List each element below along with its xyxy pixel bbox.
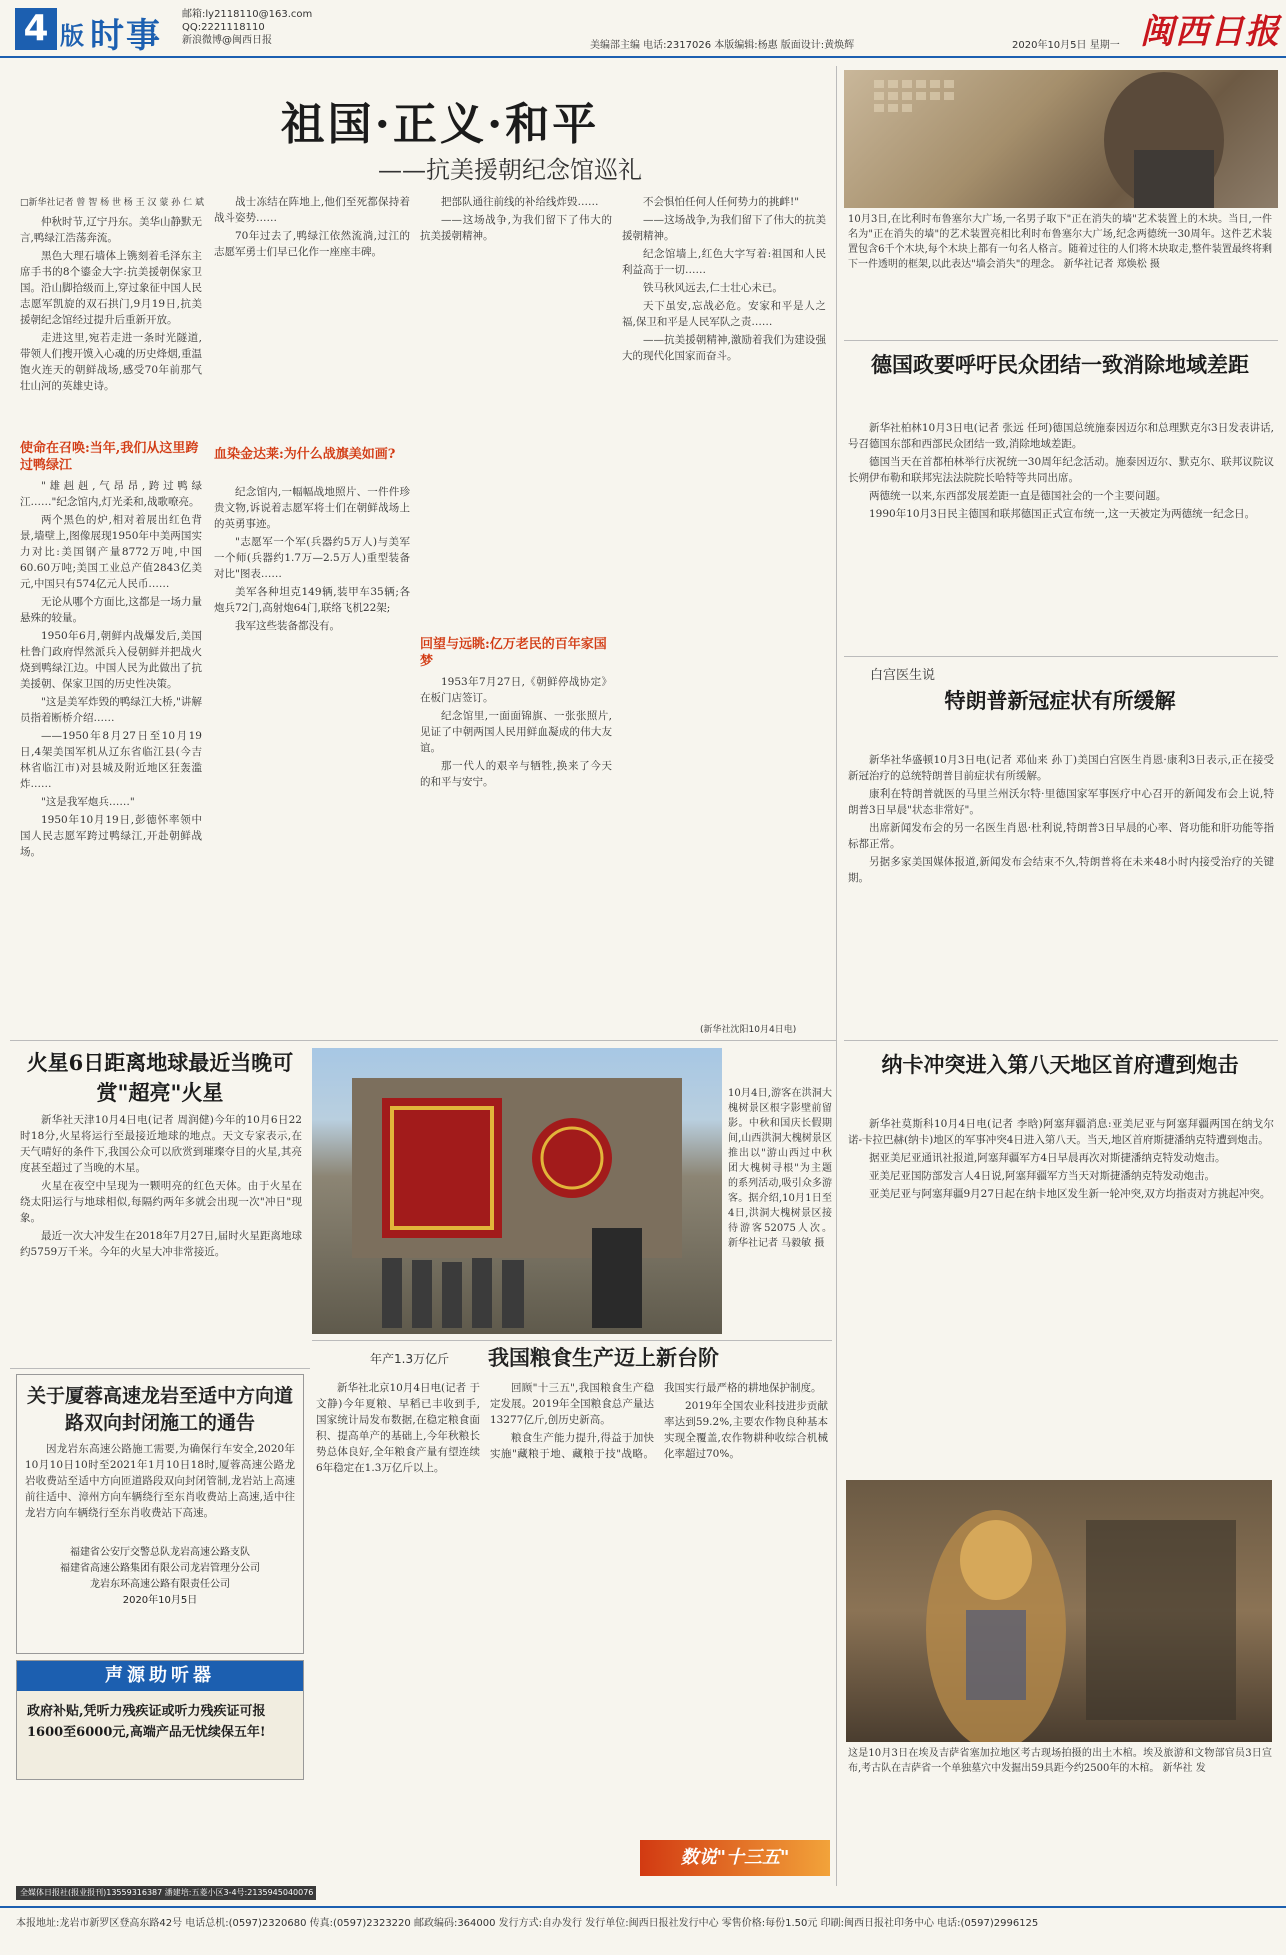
hearing-aid-title: 声源助听器 bbox=[17, 1661, 303, 1691]
main-column-2: 战士冻结在阵地上,他们至死都保持着战斗姿势…… 70年过去了,鸭绿江依然流淌,过江的志愿军勇士们早已化作一座座丰碑。 bbox=[214, 196, 410, 258]
section-title: 时事 bbox=[90, 16, 162, 56]
mars-article: 新华社天津10月4日电(记者 周润健)今年的10月6日22时18分,火星将运行至最接近地球的地点。天文专家表示,在天气晴好的条件下,我国公众可以欣赏到璀璨夺目的火星,其亮度甚至超过了当晚的木星。 火星在夜空中呈现为一颗明亮的红色天体。由于火星在绕太阳运行与地球相似,每隔约两年多就会出现一次"冲日"现象。 最近一次大冲发生在2018年7月27日,届时火星距离地球约5759万千米。今年的火星大冲非常接近。 bbox=[20, 1114, 302, 1258]
masthead-logo: 闽西日报 bbox=[1140, 12, 1280, 52]
contact-email: 邮箱:ly2118110@163.com bbox=[182, 9, 313, 20]
main-column-1: 仲秋时节,辽宁丹东。美华山静默无言,鸭绿江浩荡奔流。 黑色大理石墙体上镌刻着毛泽东主席手书的8个鎏金大字:抗美援朝保家卫国。沿山脚拾级而上,穿过象征中国人民志愿军凯旋的双石拱门,9月19日,抗美援朝纪念馆经过提升后重新开放。 走进这里,宛若走进一条时光隧道,带领人们搜开馍入心魂的历史烽烟,重温饱火连天的朝鲜战场,感受70年前那气壮山河的英雄史诗。 bbox=[20, 216, 202, 392]
editors-line: 美编部主编 电话:2317026 本版编辑:杨惠 版面设计:黄焕辉 bbox=[590, 40, 855, 51]
main-column-1b: "雄赳赳,气昂昂,跨过鸭绿江……"纪念馆内,灯光柔和,战歌嘹亮。 两个黑色的炉,相对着展出红色背景,墙壁上,图像展现1950年中美两国实力对比:美国钢产量8772万吨,中国60.60万吨;美国工业总产值2843亿美元,中国只有574亿元人民币…… 无论从哪个方面比,这都是一场力量悬殊的较量。 1950年6月,朝鲜内战爆发后,美国杜鲁门政府悍然派兵入侵朝鲜并把战火烧到鸭绿江边。中国人民为此做出了抗美援朝、保家卫国的历史性决策。 "这是美军炸毁的鸭绿江大桥,"讲解员指着断桥介绍…… ——1950年8月27日至10月19日,4架美国军机从辽东省临江县(今吉林省临江市)对县城及附近地区狂轰滥炸…… "这是我军炮兵……" 1950年10月19日,彭德怀率领中国人民志愿军跨过鸭绿江,开赴朝鲜战场。 bbox=[20, 480, 202, 858]
page-header bbox=[0, 0, 1286, 58]
photo3-caption: 这是10月3日在埃及吉萨省塞加拉地区考古现场拍摄的出土木棺。埃及旅游和文物部官员3日宣布,考古队在吉萨省一个单独墓穴中发掘出59具距今约2500年的木棺。 新华社 发 bbox=[848, 1748, 1272, 1774]
contact-weibo: 新浪微博@闽西日报 bbox=[182, 35, 272, 46]
contact-info bbox=[182, 8, 312, 47]
health-kicker: 白宫医生说 bbox=[870, 668, 936, 683]
wall-blocks-graphic bbox=[844, 70, 1278, 208]
footer-info: 本报地址:龙岩市新罗区登高东路42号 电话总机:(0597)2320680 传真:(0597)2323220 邮政编码:364000 发行方式:自办发行 发行单位:闽西日报社发行中心 零售价格:每份1.50元 印刷:闽西日报社印务中心 电话:(0597)2996125 bbox=[16, 1918, 1039, 1929]
notice-signers: 福建省公安厅交警总队龙岩高速公路支队 福建省高速公路集团有限公司龙岩管理分公司 龙岩东环高速公路有限责任公司 2020年10月5日 bbox=[25, 1545, 295, 1609]
root-screen-graphic bbox=[312, 1048, 722, 1334]
photo-vanishing-wall bbox=[844, 70, 1278, 208]
section-heading-3: 回望与远眺:亿万老民的百年家国梦 bbox=[420, 637, 607, 669]
germany-headline: 德国政要呼吁民众团结一致消除地域差距 bbox=[871, 352, 1249, 377]
stats-badge: 数说"十三五" bbox=[640, 1840, 830, 1876]
section-heading-2: 血染金达莱:为什么战旗美如画? bbox=[214, 447, 396, 462]
main-column-2b: 纪念馆内,一幅幅战地照片、一件件珍贵文物,诉说着志愿军将士们在朝鲜战场上的英勇事迹。 "志愿军一个军(兵器约5万人)与美军一个师(兵器约1.7万—2.5万人)重型装备对比"图表…… 美军各种坦克149辆,装甲车35辆;各炮兵72门,高射炮64门,联络飞机22架; 我军这些装备都没有。 bbox=[214, 486, 410, 632]
footer-side-line: 全媒体日报社(报业报刊)13559316387 潘建培:五菱小区3-4号:2135945040076 bbox=[16, 1886, 316, 1900]
notice-date: 2020年10月5日 bbox=[122, 1595, 198, 1606]
photo-ancestral-root bbox=[312, 1048, 722, 1334]
road-notice-title: 关于厦蓉高速龙岩至适中方向道路双向封闭施工的通告 bbox=[26, 1385, 293, 1434]
grain-article: 新华社北京10月4日电(记者 于文静)今年夏粮、早稻已丰收到手,国家统计局发布数据,在稳定粮食面积、提高单产的基础上,今年秋粮长势总体良好,全年粮食产量有望连续6年稳定在1.3万亿斤以上。 回顾"十三五",我国粮食生产稳定发展。2019年全国粮食总产量达13277亿斤,创历史新高。 粮食生产能力提升,得益于加快实施"藏粮于地、藏粮于技"战略。我国实行最严格的耕地保护制度。 2019年全国农业科技进步贡献率达到59.2%,主要农作物良种基本实现全覆盖,农作物耕种收综合机械化率超过70%。 bbox=[316, 1382, 828, 1474]
photo2-caption: 10月4日,游客在洪洞大槐树景区根字影壁前留影。中秋和国庆长假期间,山西洪洞大槐树景区推出以"游山西过中秋团大槐树寻根"为主题的系列活动,吸引众多游客。据介绍,10月1日至4日,洪洞大槐树景区接待游客52075人次。 新华社记者 马毅敏 摄 bbox=[728, 1088, 832, 1249]
main-title: 祖国·正义·和平 bbox=[280, 99, 600, 150]
mars-headline: 火星6日距离地球最近当晚可赏"超亮"火星 bbox=[26, 1050, 294, 1105]
photo1-caption: 10月3日,在比利时布鲁塞尔大广场,一名男子取下"正在消失的墙"艺术装置上的木块。当日,一件名为"正在消失的墙"的艺术装置亮相比利时布鲁塞尔大广场,纪念两德统一30周年。这件艺术装置包含6千个木块,每个木块上都有一句名人格言。随着过往的人们将木块取走,整件装置最终将剩下一件透明的框架,以此表达"墙会消失"的理念。 新华社记者 郑焕松 摄 bbox=[848, 214, 1272, 270]
nagorno-karabakh-headline: 纳卡冲突进入第八天地区首府遭到炮击 bbox=[881, 1052, 1239, 1077]
nagorno-karabakh-article: 新华社莫斯科10月4日电(记者 李晗)阿塞拜疆消息:亚美尼亚与阿塞拜疆两国在纳戈尔诺-卡拉巴赫(纳卡)地区的军事冲突4日进入第八天。当天,地区首府斯捷潘纳克特遭到炮击。 据亚美尼亚通讯社报道,阿塞拜疆军方4日早晨再次对斯捷潘纳克特发动炮击。 亚美尼亚国防部发言人4日说,阿塞拜疆军方当天对斯捷潘纳克特发动炮击。 亚美尼亚与阿塞拜疆9月27日起在纳卡地区发生新一轮冲突,双方均指责对方挑起冲突。 bbox=[848, 1118, 1274, 1200]
page-number-box: 4 bbox=[15, 8, 57, 50]
coffin-graphic bbox=[846, 1480, 1272, 1742]
page-suffix: 版 bbox=[60, 22, 84, 50]
photo-coffin bbox=[846, 1480, 1272, 1742]
health-headline: 特朗普新冠症状有所缓解 bbox=[944, 688, 1176, 713]
hearing-aid-ad bbox=[16, 1660, 304, 1780]
main-column-4: 不会惧怕任何人任何势力的挑衅!" ——这场战争,为我们留下了伟大的抗美援朝精神。 纪念馆墙上,红色大字写着:祖国和人民利益高于一切…… 铁马秋风远去,仁士壮心未已。 天下虽安,忘战必危。安家和平是人之福,保卫和平是人民军队之责…… ——抗美援朝精神,激励着我们为建设强大的现代化国家而奋斗。 bbox=[622, 196, 826, 362]
grain-tag: 年产1.3万亿斤 bbox=[370, 1352, 450, 1366]
road-notice-text: 因龙岩东高速公路施工需要,为确保行车安全,2020年10月10日10时至2021年1月10日18时,厦蓉高速公路龙岩收费站至适中方向匝道路段双向封闭管制,龙岩站上高速前往适中、漳州方向车辆绕行至东肖收费站上高速,适中往龙岩方向车辆绕行至东肖收费站下高速。 bbox=[25, 1443, 295, 1519]
main-column-3: 把部队通往前线的补给线炸毁…… ——这场战争,为我们留下了伟大的抗美援朝精神。 bbox=[420, 196, 612, 242]
health-article: 新华社华盛顿10月3日电(记者 邓仙来 孙丁)美国白宫医生肖恩·康利3日表示,正在接受新冠治疗的总统特朗普目前症状有所缓解。 康利在特朗普就医的马里兰州沃尔特·里德国家军事医疗中心召开的新闻发布会上说,特朗普3日早晨"状态非常好"。 出席新闻发布会的另一名医生肖恩·杜利说,特朗普3日早晨的心率、肾功能和肝功能等指标都正常。 另据多家美国媒体报道,新闻发布会结束不久,特朗普将在未来48小时内接受治疗的关键期。 bbox=[848, 754, 1274, 884]
main-column-3b: 1953年7月27日,《朝鲜停战协定》在板门店签订。 纪念馆里,一面面锦旗、一张张照片,见证了中朝两国人民用鲜血凝成的伟大友谊。 那一代人的艰辛与牺牲,换来了今天的和平与安宁。 bbox=[420, 676, 612, 788]
hearing-aid-text: 政府补贴,凭听力残疾证或听力残疾证可报1600至6000元,高端产品无忧续保五年! bbox=[27, 1704, 266, 1740]
germany-article: 新华社柏林10月3日电(记者 张远 任珂)德国总统施泰因迈尔和总理默克尔3日发表讲话,号召德国东部和西部民众团结一致,消除地域差距。 德国当天在首都柏林举行庆祝统一30周年纪念活动。施泰因迈尔、默克尔、联邦议院议长朔伊布勒和联邦宪法法院院长哈特等共同出席。 两德统一以来,东西部发展差距一直是德国社会的一个主要问题。 1990年10月3日民主德国和联邦德国正式宣布统一,这一天被定为两德统一纪念日。 bbox=[848, 422, 1274, 520]
grain-headline: 我国粮食生产迈上新台阶 bbox=[488, 1345, 719, 1370]
section-heading-1: 使命在召唤:当年,我们从这里跨过鸭绿江 bbox=[20, 441, 199, 473]
road-notice-box bbox=[16, 1374, 304, 1654]
main-dateline: (新华社沈阳10月4日电) bbox=[700, 1025, 797, 1035]
main-subtitle: ——抗美援朝纪念馆巡礼 bbox=[378, 156, 642, 184]
main-byline: □新华社记者 曾 智 杨 世 杨 王 汉 蒙 孙 仁 斌 bbox=[20, 198, 204, 208]
issue-date: 2020年10月5日 星期一 bbox=[1012, 40, 1120, 51]
contact-qq: QQ:2221118110 bbox=[182, 22, 265, 33]
